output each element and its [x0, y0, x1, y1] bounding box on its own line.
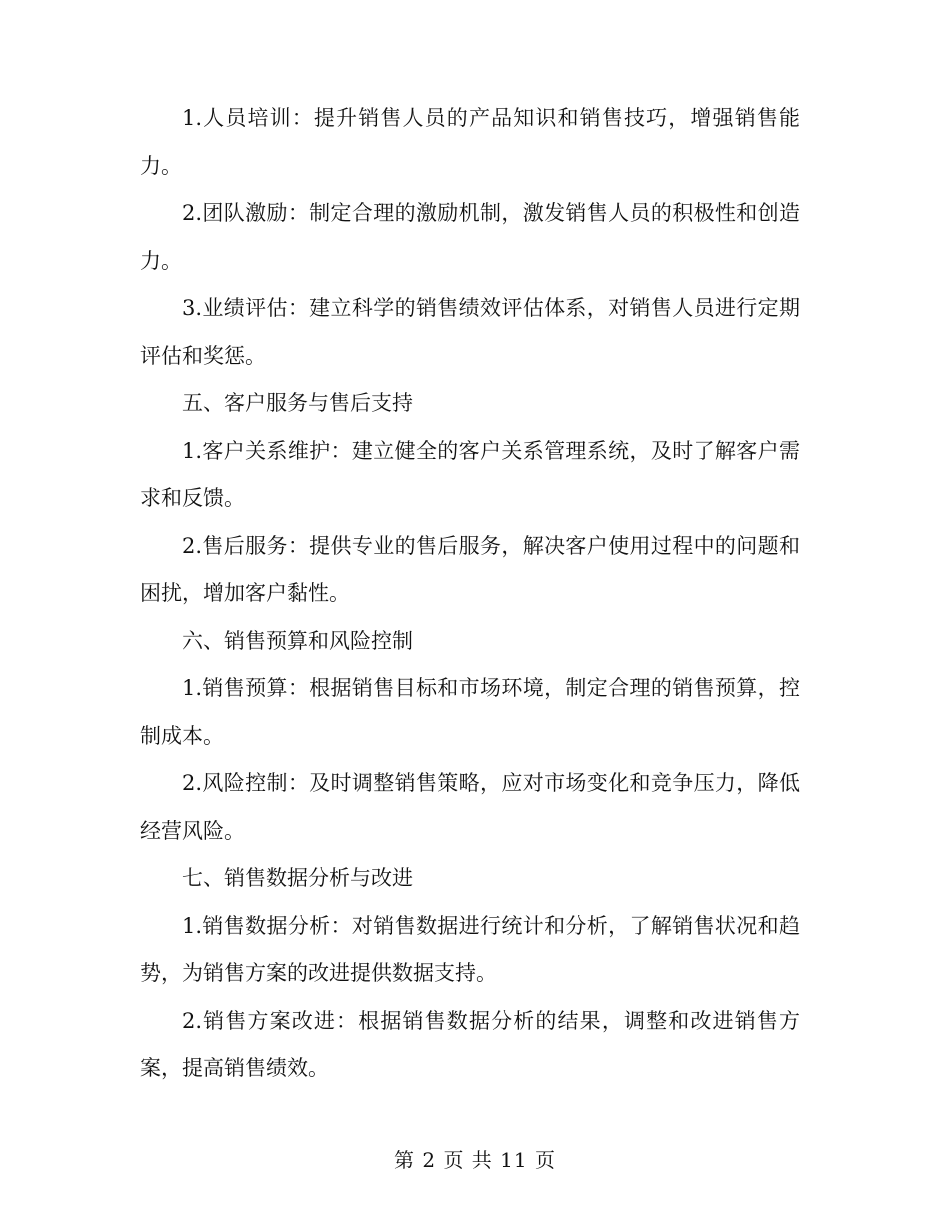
paragraph-performance-evaluation: 3.业绩评估：建立科学的销售绩效评估体系，对销售人员进行定期评估和奖惩。	[140, 296, 800, 368]
page-number-footer: 第 2 页 共 11 页	[394, 1148, 556, 1172]
paragraph-sales-data-analysis: 1.销售数据分析：对销售数据进行统计和分析，了解销售状况和趋势，为销售方案的改进提供数据支持。	[140, 913, 800, 985]
section-heading-budget-risk: 六、销售预算和风险控制	[182, 628, 413, 653]
paragraph-plan-improvement: 2.销售方案改进：根据销售数据分析的结果，调整和改进销售方案，提高销售绩效。	[140, 1008, 800, 1080]
section-heading-customer-service: 五、客户服务与售后支持	[182, 391, 413, 415]
paragraph-after-sales-service: 2.售后服务：提供专业的售后服务，解决客户使用过程中的问题和困扰，增加客户黏性。	[140, 533, 800, 605]
paragraph-personnel-training: 1.人员培训：提升销售人员的产品知识和销售技巧，增强销售能力。	[140, 106, 800, 178]
section-heading-data-analysis: 七、销售数据分析与改进	[182, 866, 413, 890]
paragraph-customer-relations: 1.客户关系维护：建立健全的客户关系管理系统，及时了解客户需求和反馈。	[140, 438, 800, 510]
document-body	[140, 95, 800, 1093]
paragraph-sales-budget: 1.销售预算：根据销售目标和市场环境，制定合理的销售预算，控制成本。	[140, 676, 800, 748]
paragraph-team-incentive: 2.团队激励：制定合理的激励机制，激发销售人员的积极性和创造力。	[140, 201, 800, 273]
paragraph-risk-control: 2.风险控制：及时调整销售策略，应对市场变化和竞争压力，降低经营风险。	[140, 771, 800, 843]
